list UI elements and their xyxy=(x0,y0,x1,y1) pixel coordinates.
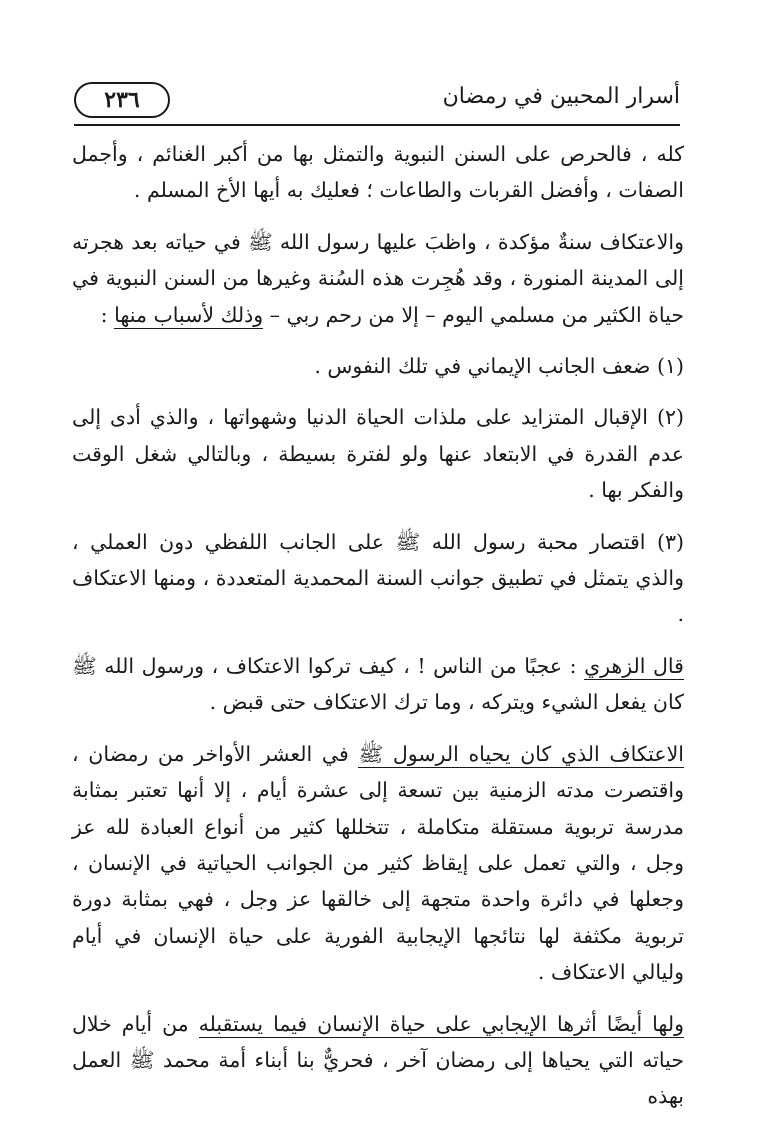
reason-2: (٢) الإقبال المتزايد على ملذات الحياة الدنيا وشهواتها ، والذي أدى إلى عدم القدرة في الابتعاد عنها ولو لفترة بسيطة ، وبالتالي شغل الوقت والفكر بها . xyxy=(72,405,684,503)
paragraph-text: من أيام خلال حياته التي يحياها إلى رمضان آخر ، فحريٌّ بنا أبناء أمة محمد ﷺ العمل بهذه xyxy=(72,1011,684,1109)
underlined-phrase: وذلك لأسباب منها xyxy=(114,302,264,327)
paragraph-1: كله ، فالحرص على السنن النبوية والتمثل بها من أكبر الغنائم ، وأجمل الصفات ، وأفضل القربات والطاعات ؛ فعليك به أيها الأخ المسلم . xyxy=(72,142,684,203)
paragraph-2 xyxy=(72,224,684,333)
reason-1: (١) ضعف الجانب الإيماني في تلك النفوس . xyxy=(314,354,684,379)
page-number: ٢٣٦ xyxy=(74,82,170,118)
paragraph-text: والاعتكاف سنةٌ مؤكدة ، واظبَ عليها رسول الله ﷺ في حياته بعد هجرته إلى المدينة المنورة ، وقد هُجِرت هذه السُنة وغيرها من السنن النبوية في حياة الكثير من مسلمي اليوم – إلا من رحم ربي – xyxy=(72,229,684,327)
reason-3: (٣) اقتصار محبة رسول الله ﷺ على الجانب اللفظي دون العملي ، والذي يتمثل في تطبيق جوانب السنة المحمدية المتعددة ، ومنها الاعتكاف . xyxy=(72,529,684,627)
paragraph-text: : عجبًا من الناس ! ، كيف تركوا الاعتكاف ، ورسول الله ﷺ كان يفعل الشيء ويتركه ، وما ترك الاعتكاف حتى قبض . xyxy=(72,653,684,715)
underlined-phrase: ولها أيضًا أثرها الإيجابي على حياة الإنسان فيما يستقبله xyxy=(198,1011,684,1036)
paragraph-text: : xyxy=(100,302,115,327)
running-title: أسرار المحبين في رمضان xyxy=(442,84,680,109)
paragraph-effect xyxy=(72,1006,684,1115)
underlined-phrase: قال الزهري xyxy=(584,653,684,678)
underlined-phrase: الاعتكاف الذي كان يحياه الرسول ﷺ xyxy=(358,741,684,766)
page-header xyxy=(74,80,680,126)
paragraph-itikaf xyxy=(72,736,684,991)
paragraph-text: في العشر الأواخر من رمضان ، واقتصرت مدته الزمنية بين تسعة إلى عشرة أيام ، إلا أنها تعتبر بمثابة مدرسة تربوية مستقلة متكاملة ، تتخللها كثير من أنواع العبادة لله عز وجل ، والتي تعمل على إيقاظ كثير من الجوانب الحياتية في الإنسان ، وجعلها في دائرة واحدة متجهة إلى خالقها عز وجل ، فهي بمثابة دورة تربوية مكثفة لها نتائجها الإيجابية الفورية على حياة الإنسان في أيام وليالي الاعتكاف . xyxy=(72,741,684,985)
paragraph-zuhri xyxy=(72,648,684,721)
header-rule xyxy=(74,124,680,126)
page-body xyxy=(72,136,684,1130)
